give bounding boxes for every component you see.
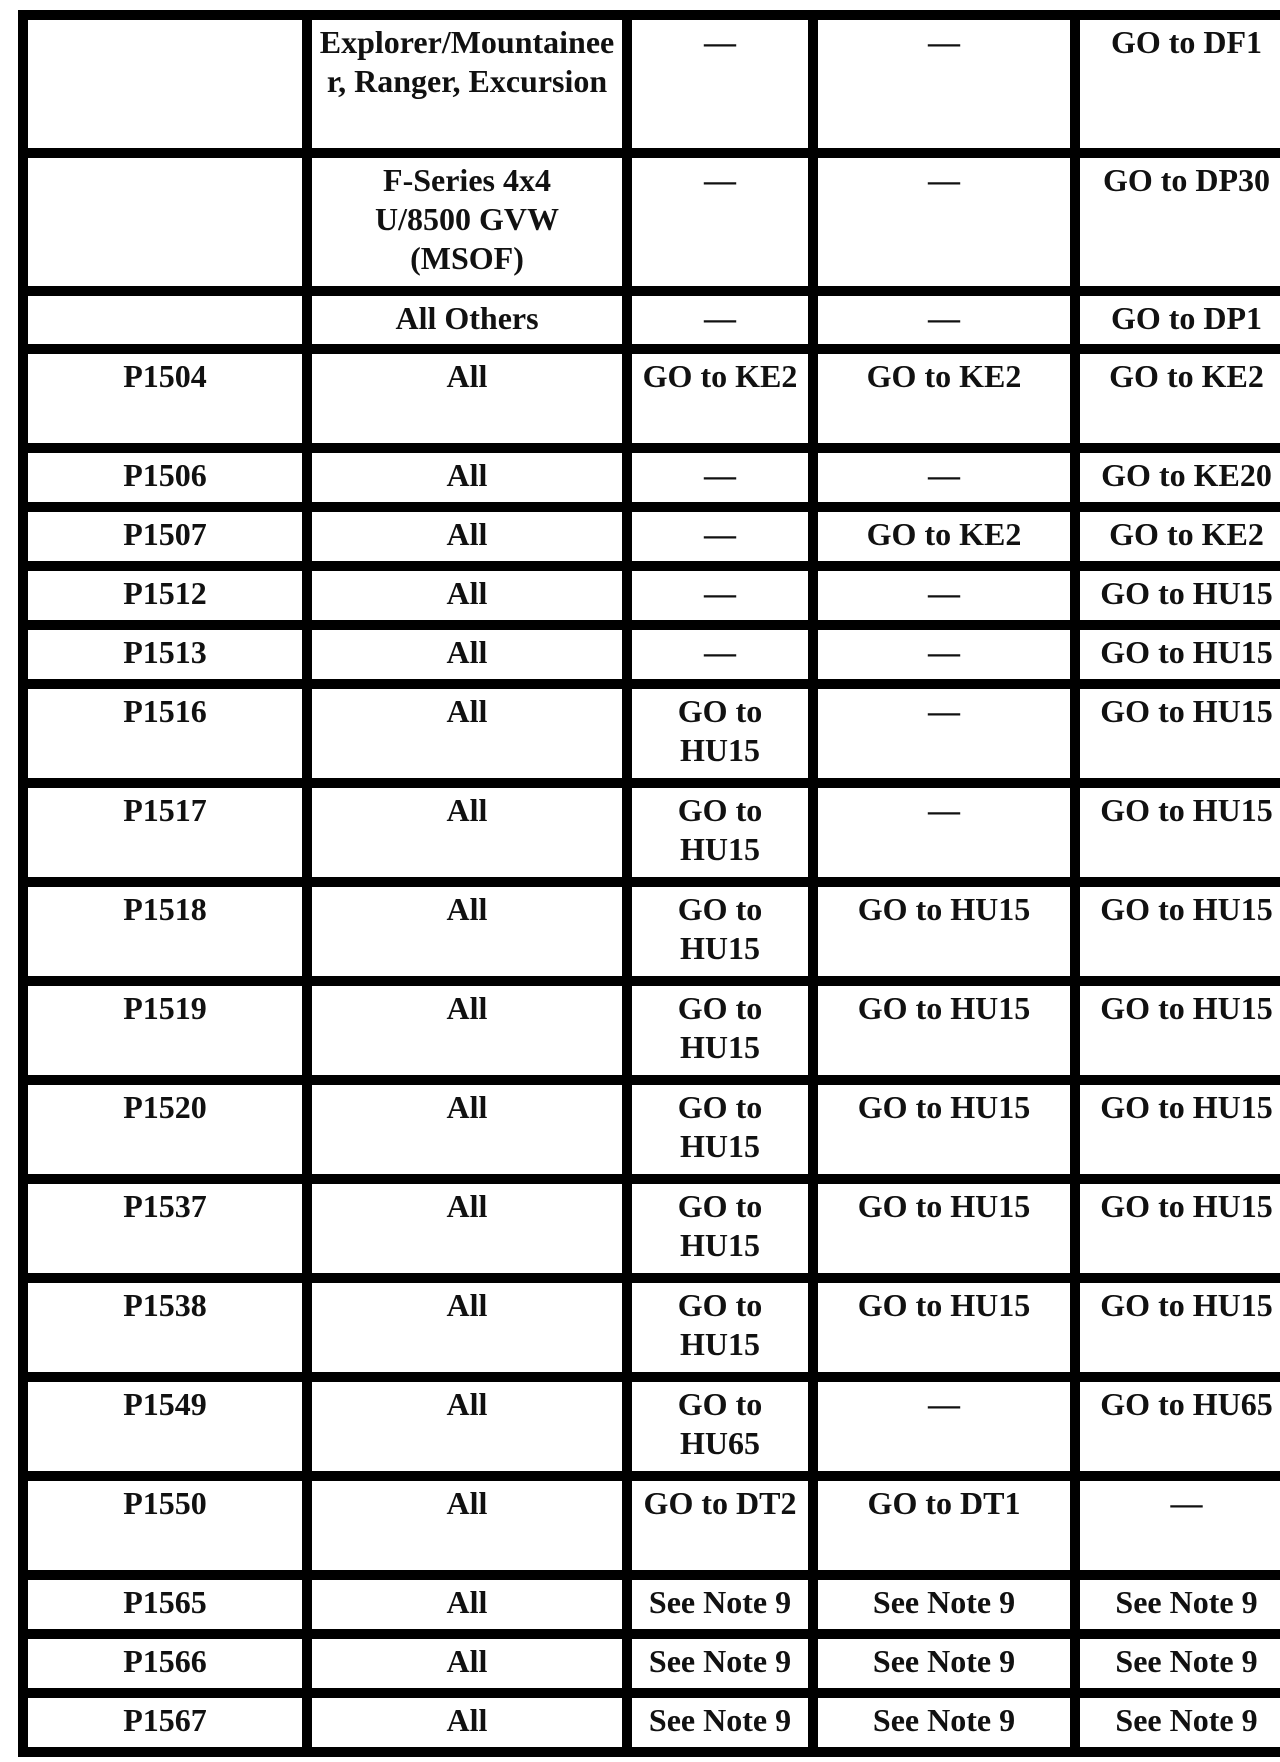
action-cell-3: GO to HU15 xyxy=(1075,882,1280,981)
action-cell-3: GO to HU15 xyxy=(1075,1179,1280,1278)
table-row xyxy=(23,1080,1280,1179)
action-cell-2: — xyxy=(813,625,1075,684)
dtc-code-cell xyxy=(23,291,307,349)
action-cell-1: — xyxy=(627,153,813,291)
table-row xyxy=(23,1179,1280,1278)
model-cell: F-Series 4x4 U/8500 GVW (MSOF) xyxy=(307,153,627,291)
model-cell: All xyxy=(307,507,627,566)
action-cell-2: See Note 9 xyxy=(813,1693,1075,1752)
dtc-code-cell: P1506 xyxy=(23,448,307,507)
action-cell-1: GO to HU15 xyxy=(627,1278,813,1377)
action-cell-1: See Note 9 xyxy=(627,1693,813,1752)
table-row xyxy=(23,349,1280,448)
dtc-code-cell: P1520 xyxy=(23,1080,307,1179)
action-cell-1: — xyxy=(627,625,813,684)
table-row xyxy=(23,783,1280,882)
table-row xyxy=(23,684,1280,783)
table-row xyxy=(23,566,1280,625)
action-cell-1: — xyxy=(627,566,813,625)
action-cell-3: GO to KE2 xyxy=(1075,507,1280,566)
model-cell: All xyxy=(307,981,627,1080)
model-cell: All xyxy=(307,1575,627,1634)
dtc-code-cell: P1516 xyxy=(23,684,307,783)
action-cell-3: GO to HU15 xyxy=(1075,783,1280,882)
action-cell-2: — xyxy=(813,291,1075,349)
action-cell-3: See Note 9 xyxy=(1075,1575,1280,1634)
action-cell-1: — xyxy=(627,448,813,507)
table-row xyxy=(23,507,1280,566)
action-cell-2: GO to KE2 xyxy=(813,349,1075,448)
table-row xyxy=(23,153,1280,291)
action-cell-2: — xyxy=(813,684,1075,783)
action-cell-1: GO to HU15 xyxy=(627,783,813,882)
table-row xyxy=(23,448,1280,507)
table-row xyxy=(23,1278,1280,1377)
model-cell: All xyxy=(307,448,627,507)
dtc-code-cell: P1513 xyxy=(23,625,307,684)
model-cell: All xyxy=(307,566,627,625)
action-cell-3: GO to DP30 xyxy=(1075,153,1280,291)
dtc-pinpoint-table xyxy=(18,10,1280,1757)
action-cell-1: See Note 9 xyxy=(627,1575,813,1634)
table-row xyxy=(23,1575,1280,1634)
dtc-code-cell: P1566 xyxy=(23,1634,307,1693)
action-cell-1: GO to KE2 xyxy=(627,349,813,448)
model-cell: All xyxy=(307,882,627,981)
dtc-code-cell xyxy=(23,15,307,153)
dtc-code-cell xyxy=(23,153,307,291)
action-cell-2: GO to HU15 xyxy=(813,1278,1075,1377)
action-cell-1: GO to HU15 xyxy=(627,684,813,783)
dtc-code-cell: P1507 xyxy=(23,507,307,566)
model-cell: All xyxy=(307,625,627,684)
action-cell-3: GO to HU15 xyxy=(1075,684,1280,783)
model-cell: All xyxy=(307,1634,627,1693)
table-body xyxy=(23,15,1280,1752)
table-row xyxy=(23,981,1280,1080)
action-cell-3: GO to HU15 xyxy=(1075,566,1280,625)
action-cell-3: — xyxy=(1075,1476,1280,1575)
dtc-code-cell: P1538 xyxy=(23,1278,307,1377)
table-row xyxy=(23,1634,1280,1693)
dtc-code-cell: P1517 xyxy=(23,783,307,882)
dtc-code-cell: P1567 xyxy=(23,1693,307,1752)
model-cell: All xyxy=(307,1476,627,1575)
dtc-code-cell: P1518 xyxy=(23,882,307,981)
action-cell-3: GO to DP1 xyxy=(1075,291,1280,349)
action-cell-3: GO to DF1 xyxy=(1075,15,1280,153)
model-cell: All xyxy=(307,1278,627,1377)
table-row xyxy=(23,1693,1280,1752)
action-cell-2: — xyxy=(813,566,1075,625)
action-cell-1: — xyxy=(627,15,813,153)
action-cell-3: GO to HU15 xyxy=(1075,981,1280,1080)
action-cell-2: See Note 9 xyxy=(813,1575,1075,1634)
action-cell-2: — xyxy=(813,1377,1075,1476)
action-cell-1: GO to HU15 xyxy=(627,1179,813,1278)
model-cell: All xyxy=(307,349,627,448)
dtc-code-cell: P1550 xyxy=(23,1476,307,1575)
action-cell-1: — xyxy=(627,507,813,566)
model-cell: All xyxy=(307,1179,627,1278)
action-cell-1: See Note 9 xyxy=(627,1634,813,1693)
action-cell-2: GO to HU15 xyxy=(813,981,1075,1080)
action-cell-1: GO to HU15 xyxy=(627,1080,813,1179)
action-cell-2: GO to HU15 xyxy=(813,882,1075,981)
action-cell-1: GO to HU15 xyxy=(627,882,813,981)
model-cell: All xyxy=(307,1693,627,1752)
action-cell-3: GO to KE2 xyxy=(1075,349,1280,448)
table-row xyxy=(23,882,1280,981)
document-page xyxy=(18,10,1273,1752)
dtc-code-cell: P1549 xyxy=(23,1377,307,1476)
dtc-code-cell: P1565 xyxy=(23,1575,307,1634)
dtc-code-cell: P1537 xyxy=(23,1179,307,1278)
dtc-code-cell: P1519 xyxy=(23,981,307,1080)
action-cell-2: GO to KE2 xyxy=(813,507,1075,566)
model-cell: Explorer/Mountaineer, Ranger, Excursion xyxy=(307,15,627,153)
action-cell-3: See Note 9 xyxy=(1075,1634,1280,1693)
table-row xyxy=(23,1377,1280,1476)
table-row xyxy=(23,291,1280,349)
dtc-code-cell: P1504 xyxy=(23,349,307,448)
table-row xyxy=(23,1476,1280,1575)
action-cell-3: See Note 9 xyxy=(1075,1693,1280,1752)
action-cell-3: GO to HU15 xyxy=(1075,625,1280,684)
action-cell-3: GO to HU15 xyxy=(1075,1278,1280,1377)
action-cell-1: GO to HU15 xyxy=(627,981,813,1080)
action-cell-2: — xyxy=(813,448,1075,507)
action-cell-1: GO to HU65 xyxy=(627,1377,813,1476)
model-cell: All xyxy=(307,684,627,783)
model-cell: All Others xyxy=(307,291,627,349)
action-cell-3: GO to HU15 xyxy=(1075,1080,1280,1179)
model-cell: All xyxy=(307,1080,627,1179)
action-cell-1: GO to DT2 xyxy=(627,1476,813,1575)
action-cell-2: GO to HU15 xyxy=(813,1179,1075,1278)
action-cell-2: GO to HU15 xyxy=(813,1080,1075,1179)
action-cell-2: — xyxy=(813,15,1075,153)
action-cell-1: — xyxy=(627,291,813,349)
action-cell-2: See Note 9 xyxy=(813,1634,1075,1693)
table-row xyxy=(23,15,1280,153)
action-cell-2: GO to DT1 xyxy=(813,1476,1075,1575)
action-cell-2: — xyxy=(813,783,1075,882)
dtc-code-cell: P1512 xyxy=(23,566,307,625)
action-cell-2: — xyxy=(813,153,1075,291)
model-cell: All xyxy=(307,783,627,882)
action-cell-3: GO to HU65 xyxy=(1075,1377,1280,1476)
action-cell-3: GO to KE20 xyxy=(1075,448,1280,507)
model-cell: All xyxy=(307,1377,627,1476)
table-row xyxy=(23,625,1280,684)
